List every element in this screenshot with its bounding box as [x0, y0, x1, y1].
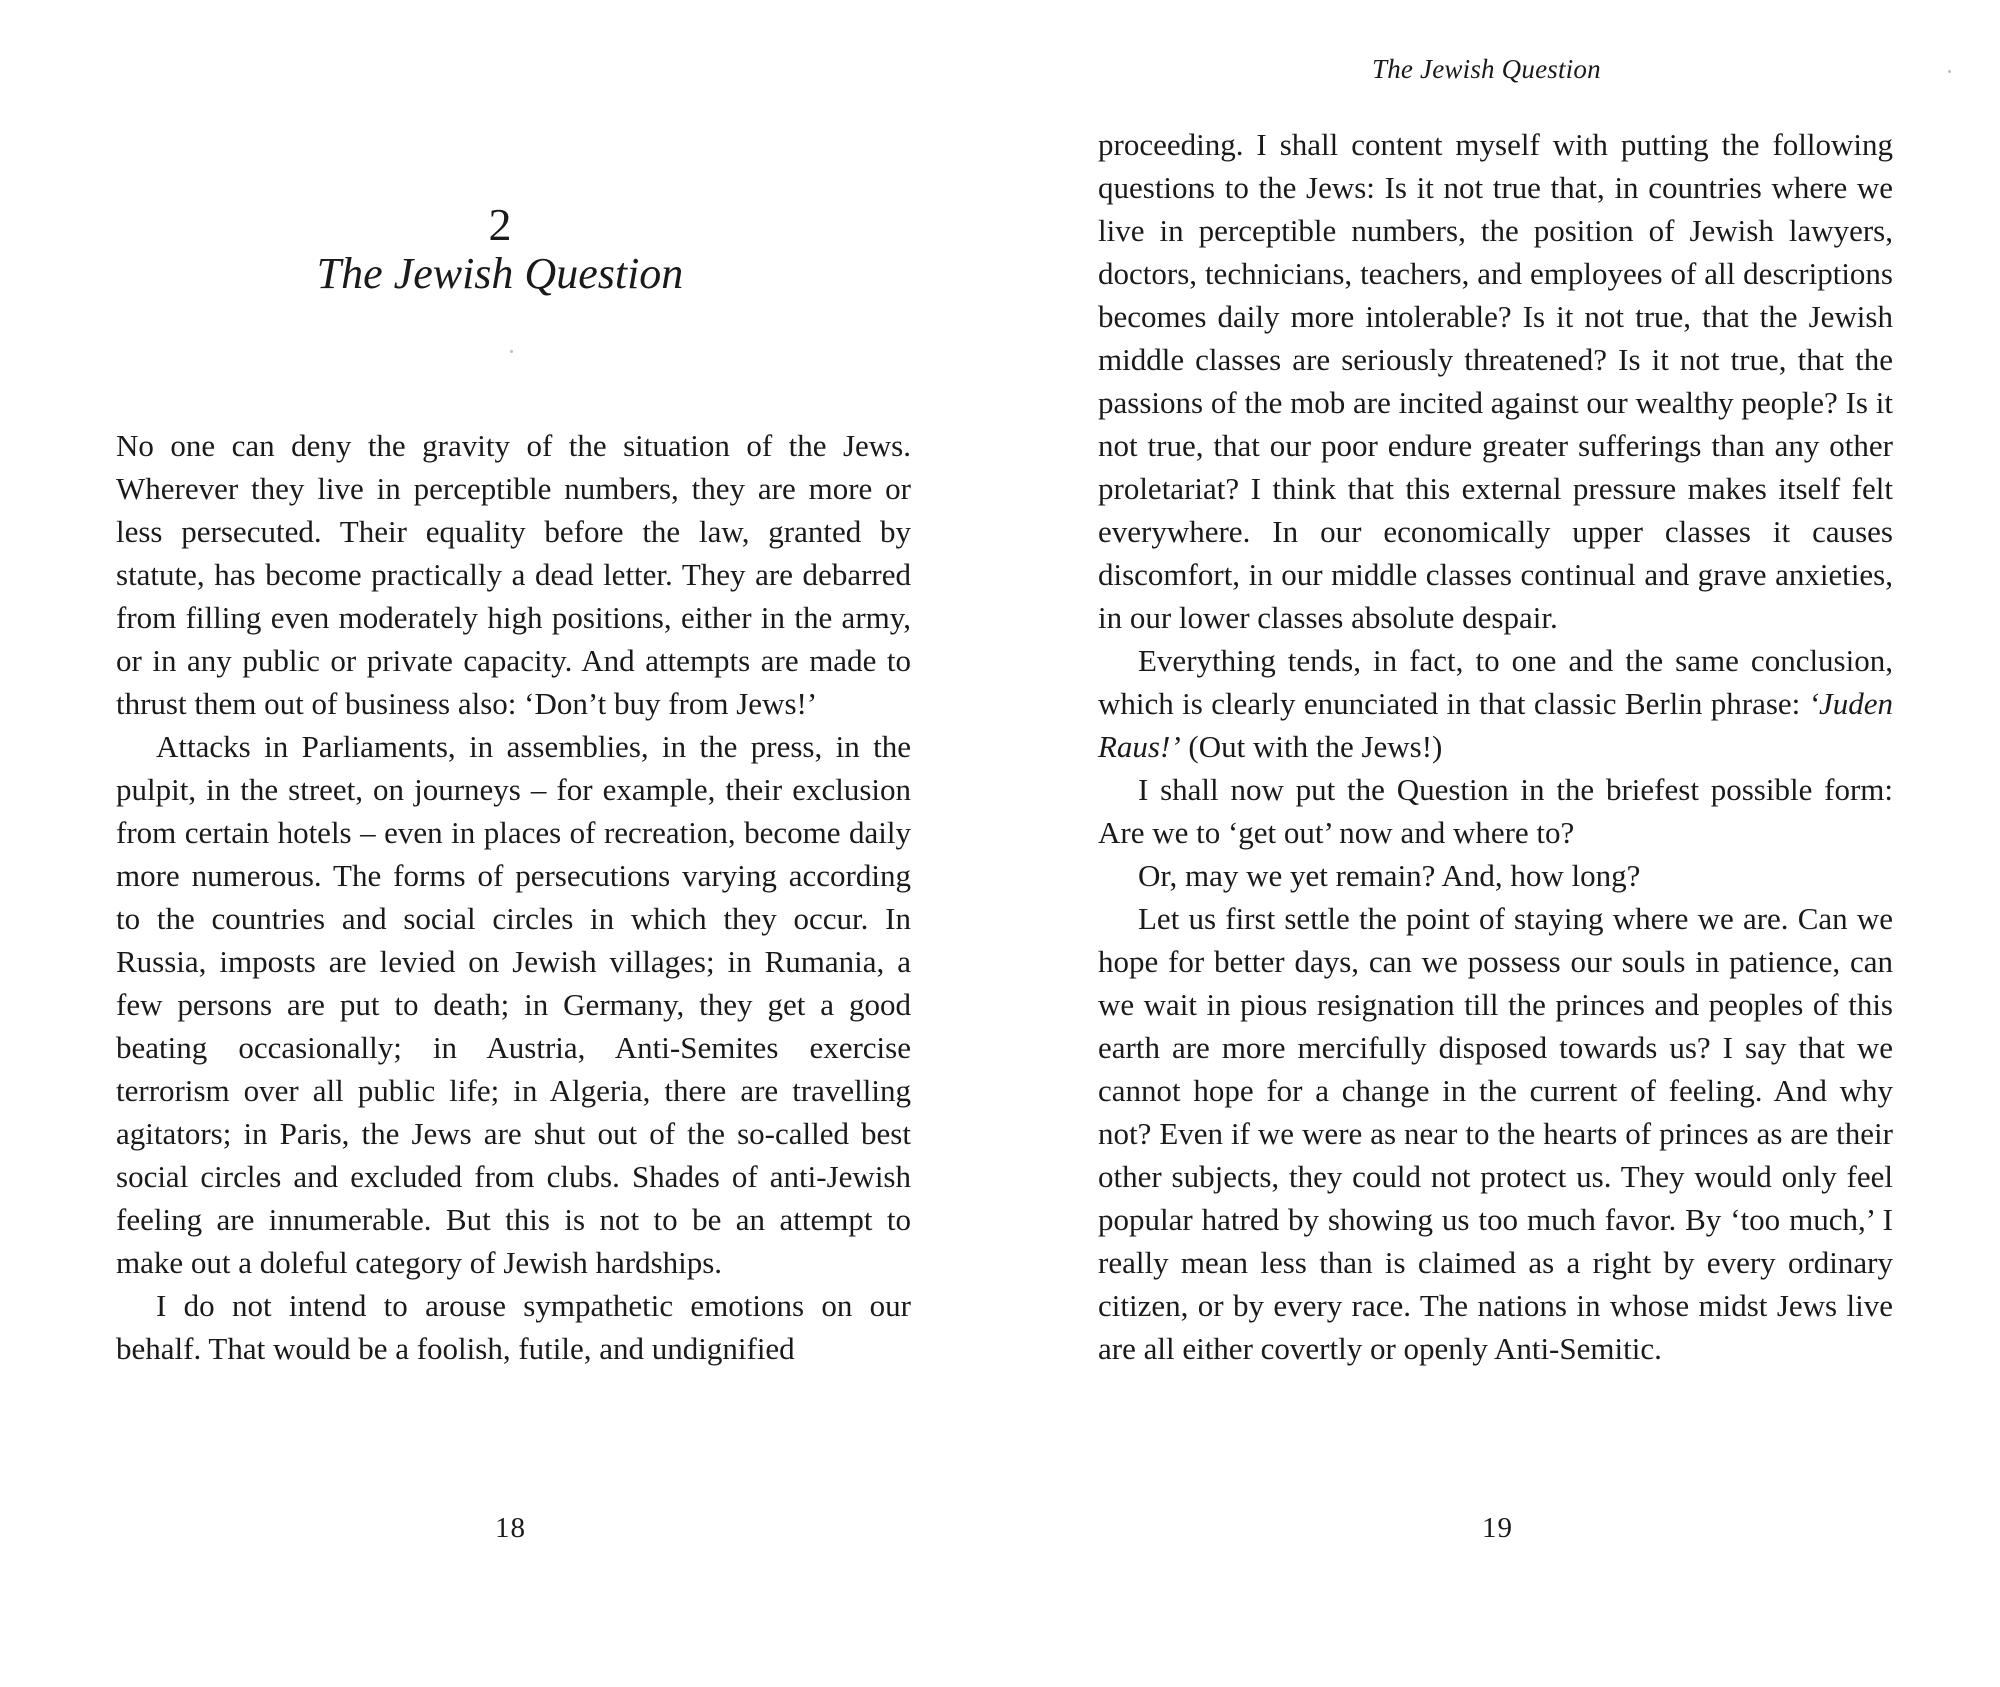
right-page	[1000, 0, 2000, 1687]
paragraph: Let us first settle the point of staying where we are. Can we hope for better days, can we possess our souls in patience, can we wait in pious resignation till the princes and peoples of this earth are more mercifully disposed towards us? I say that we cannot hope for a change in the current of feeling. And why not? Even if we were as near to the hearts of princes as are their other subjects, they could not protect us. They would only feel popular hatred by showing us too much favor. By ‘too much,’ I really mean less than is claimed as a right by every ordinary citizen, or by every race. The nations in whose midst Jews live are all either covertly or openly Anti-Semitic.	[1098, 901, 1893, 1366]
paragraph	[1098, 639, 1893, 768]
page-number: 19	[1482, 1512, 1513, 1544]
chapter-title: The Jewish Question	[316, 249, 684, 298]
left-page-body	[116, 424, 911, 1370]
paragraph: proceeding. I shall content myself with putting the following questions to the Jews: Is it not true that, in countries where we live in perceptible numbers, the position of Jewish lawyers, doctors, technicians, teachers, and employees of all descriptions becomes daily more intolerable? Is it not true, that the Jewish middle classes are seriously threatened? Is it not true, that the passions of the mob are incited against our wealthy people? Is it not true, that our poor endure greater sufferings than any other proletariat? I think that this external pressure makes itself felt everywhere. In our economically upper classes it causes discomfort, in our middle classes continual and grave anxieties, in our lower classes absolute despair.	[1098, 127, 1893, 635]
paper-speck	[1948, 70, 1951, 73]
running-head: The Jewish Question	[1372, 54, 1601, 84]
italic-phrase: ‘Juden Raus!’	[1098, 686, 1893, 764]
paragraph: I do not intend to arouse sympathetic emotions on our behalf. That would be a foolish, futile, and undignified	[116, 1288, 911, 1366]
paper-speck	[510, 350, 513, 353]
paragraph: No one can deny the gravity of the situation of the Jews. Wherever they live in perceptible numbers, they are more or less persecuted. Their equality before the law, granted by statute, has become practically a dead letter. They are debarred from filling even moderately high positions, either in the army, or in any public or private capacity. And attempts are made to thrust them out of business also: ‘Don’t buy from Jews!’	[116, 428, 911, 721]
paragraph: Attacks in Parliaments, in assemblies, in the press, in the pulpit, in the street, on journeys – for example, their exclusion from certain hotels – even in places of recreation, become daily more numerous. The forms of persecutions varying according to the countries and social circles in which they occur. In Russia, imposts are levied on Jewish villages; in Rumania, a few persons are put to death; in Germany, they get a good beating occasionally; in Austria, Anti-Semites exercise terrorism over all public life; in Algeria, there are travelling agitators; in Paris, the Jews are shut out of the so-called best social circles and excluded from clubs. Shades of anti-Jewish feeling are innumerable. But this is not to be an attempt to make out a doleful category of Jewish hardships.	[116, 729, 911, 1280]
page-number: 18	[495, 1512, 526, 1544]
paragraph-text: (Out with the Jews!)	[1180, 729, 1443, 764]
paragraph: Or, may we yet remain? And, how long?	[1138, 858, 1641, 893]
chapter-number: 2	[488, 199, 512, 250]
paragraph: I shall now put the Question in the briefest possible form: Are we to ‘get out’ now and where to?	[1098, 772, 1893, 850]
paragraph-text: Everything tends, in fact, to one and the same conclusion, which is clearly enunciated in that classic Berlin phrase:	[1098, 643, 1893, 721]
right-page-body	[1098, 123, 1893, 1370]
